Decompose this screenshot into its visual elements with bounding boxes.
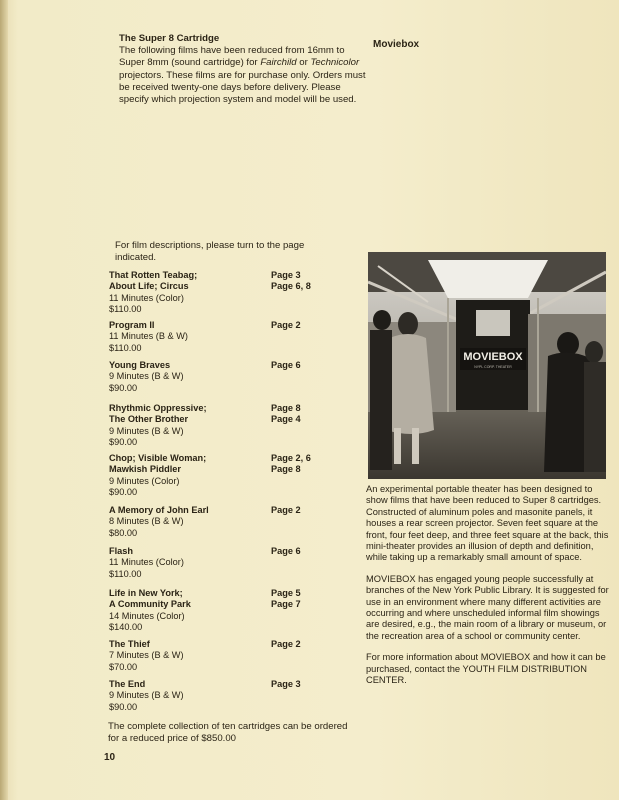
film-page-refs [271, 403, 351, 426]
intro-text-1: The following films have been reduced from 16mm to Super 8mm (sound cartridge) for [119, 45, 345, 69]
film-page-ref: Page 8 [271, 464, 301, 475]
technicolor-brand: Technicolor [310, 57, 360, 69]
film-info [109, 505, 259, 539]
film-duration: 11 Minutes (B & W) [109, 331, 188, 342]
film-title: The End [109, 679, 146, 689]
film-info [109, 320, 259, 354]
moviebox-photo-illustration [368, 252, 606, 479]
film-info [109, 270, 259, 315]
fairchild-brand: Fairchild [260, 57, 297, 69]
film-info [109, 453, 259, 498]
film-duration: 14 Minutes (Color) [109, 610, 185, 621]
film-duration: 11 Minutes (Color) [109, 557, 184, 568]
page-spine-shadow [0, 0, 8, 800]
film-page-refs [271, 588, 351, 611]
film-price: $80.00 [109, 527, 138, 538]
film-info [109, 639, 259, 673]
film-duration: 9 Minutes (B & W) [109, 690, 184, 701]
film-page-ref: Page 4 [271, 414, 301, 425]
film-page-refs [271, 639, 351, 650]
film-price: $90.00 [109, 701, 138, 712]
page-number: 10 [104, 752, 116, 763]
film-price: $90.00 [109, 436, 138, 447]
film-page-ref: Page 6 [271, 360, 301, 370]
film-page-ref: Page 5 [271, 588, 301, 598]
description-paragraph-2: MOVIEBOX has engaged young people successfully at branches of the New York Public Library. It is suggested for use in an environment where many different activities are occurring and where unscheduled informal film showings are desired, e.g., the main room of a library or museum, or the recreation area of a school or community center. [366, 573, 609, 641]
film-page-refs [271, 360, 351, 371]
film-duration: 9 Minutes (B & W) [109, 425, 184, 436]
film-page-refs [271, 453, 351, 476]
description-paragraph-3: For more information about MOVIEBOX and how it can be purchased, contact the YOUTH FILM DISTRIBUTION CENTER. [366, 652, 606, 686]
film-page-ref: Page 6, 8 [271, 281, 311, 292]
film-price: $70.00 [109, 661, 138, 672]
film-price: $90.00 [109, 486, 138, 497]
film-price: $110.00 [109, 342, 142, 353]
moviebox-sign-subtitle: NYPL CORP. THEATER [474, 365, 512, 369]
film-price: $90.00 [109, 382, 138, 393]
film-title: Mawkish Piddler [109, 464, 181, 475]
film-list-lead: For film descriptions, please turn to the page indicated. [115, 240, 305, 263]
film-title: Young Braves [109, 360, 171, 370]
description-paragraph-1: An experimental portable theater has been designed to show films that have been reduced to Super 8 cartridges. Constructed of aluminum poles and masonite panels, it houses a rear screen projector. Seven feet square at the front, four feet deep, and three feet square at the back, this mini-theater provides an illusion of depth and definition, while taking up a remarkably small amount of space. [366, 484, 609, 563]
film-duration: 9 Minutes (B & W) [109, 371, 184, 382]
film-page-ref: Page 6 [271, 546, 301, 556]
film-page-refs [271, 270, 351, 293]
film-info [109, 360, 259, 394]
film-title: Life in New York; [109, 588, 183, 598]
film-page-refs [271, 505, 351, 516]
moviebox-heading: Moviebox [373, 39, 420, 50]
film-duration: 9 Minutes (Color) [109, 475, 180, 486]
moviebox-sign: MOVIEBOX [463, 351, 523, 363]
film-duration: 8 Minutes (B & W) [109, 516, 184, 527]
film-info [109, 679, 259, 713]
moviebox-description [366, 484, 609, 697]
film-title: Chop; Visible Woman; [109, 453, 207, 463]
film-info [109, 588, 259, 633]
film-page-ref: Page 2 [271, 320, 301, 330]
film-title: Rhythmic Oppressive; [109, 403, 207, 413]
film-page-ref: Page 2, 6 [271, 453, 311, 463]
film-title: A Community Park [109, 599, 191, 610]
film-page-ref: Page 8 [271, 403, 301, 413]
film-title: The Thief [109, 639, 150, 649]
film-title: That Rotten Teabag; [109, 270, 198, 280]
film-page-refs [271, 546, 351, 557]
collection-price-note: The complete collection of ten cartridges can be ordered for a reduced price of $850.00 [108, 721, 348, 744]
film-price: $110.00 [109, 303, 142, 314]
intro-text-3: projectors. These films are for purchase only. Orders must be received twenty-one days before delivery. Please specify which projection system and model will be used. [119, 69, 366, 106]
film-page-ref: Page 2 [271, 505, 301, 515]
film-duration: 7 Minutes (B & W) [109, 650, 184, 661]
film-page-ref: Page 2 [271, 639, 301, 649]
super8-intro [119, 33, 369, 106]
film-duration: 11 Minutes (Color) [109, 292, 184, 303]
intro-text-2: or [296, 57, 311, 69]
film-title: Flash [109, 546, 133, 556]
film-page-refs [271, 320, 351, 331]
film-title: A Memory of John Earl [109, 505, 209, 515]
moviebox-photo [368, 252, 606, 479]
film-title: About Life; Circus [109, 281, 189, 292]
film-page-refs [271, 679, 351, 690]
film-title: The Other Brother [109, 414, 189, 425]
film-page-ref: Page 3 [271, 679, 301, 689]
super8-heading: The Super 8 Cartridge [119, 33, 220, 44]
film-page-ref: Page 7 [271, 599, 301, 610]
film-price: $110.00 [109, 568, 142, 579]
film-page-ref: Page 3 [271, 270, 301, 280]
film-title: Program II [109, 320, 155, 330]
film-info [109, 546, 259, 580]
film-info [109, 403, 259, 448]
film-price: $140.00 [109, 621, 143, 632]
